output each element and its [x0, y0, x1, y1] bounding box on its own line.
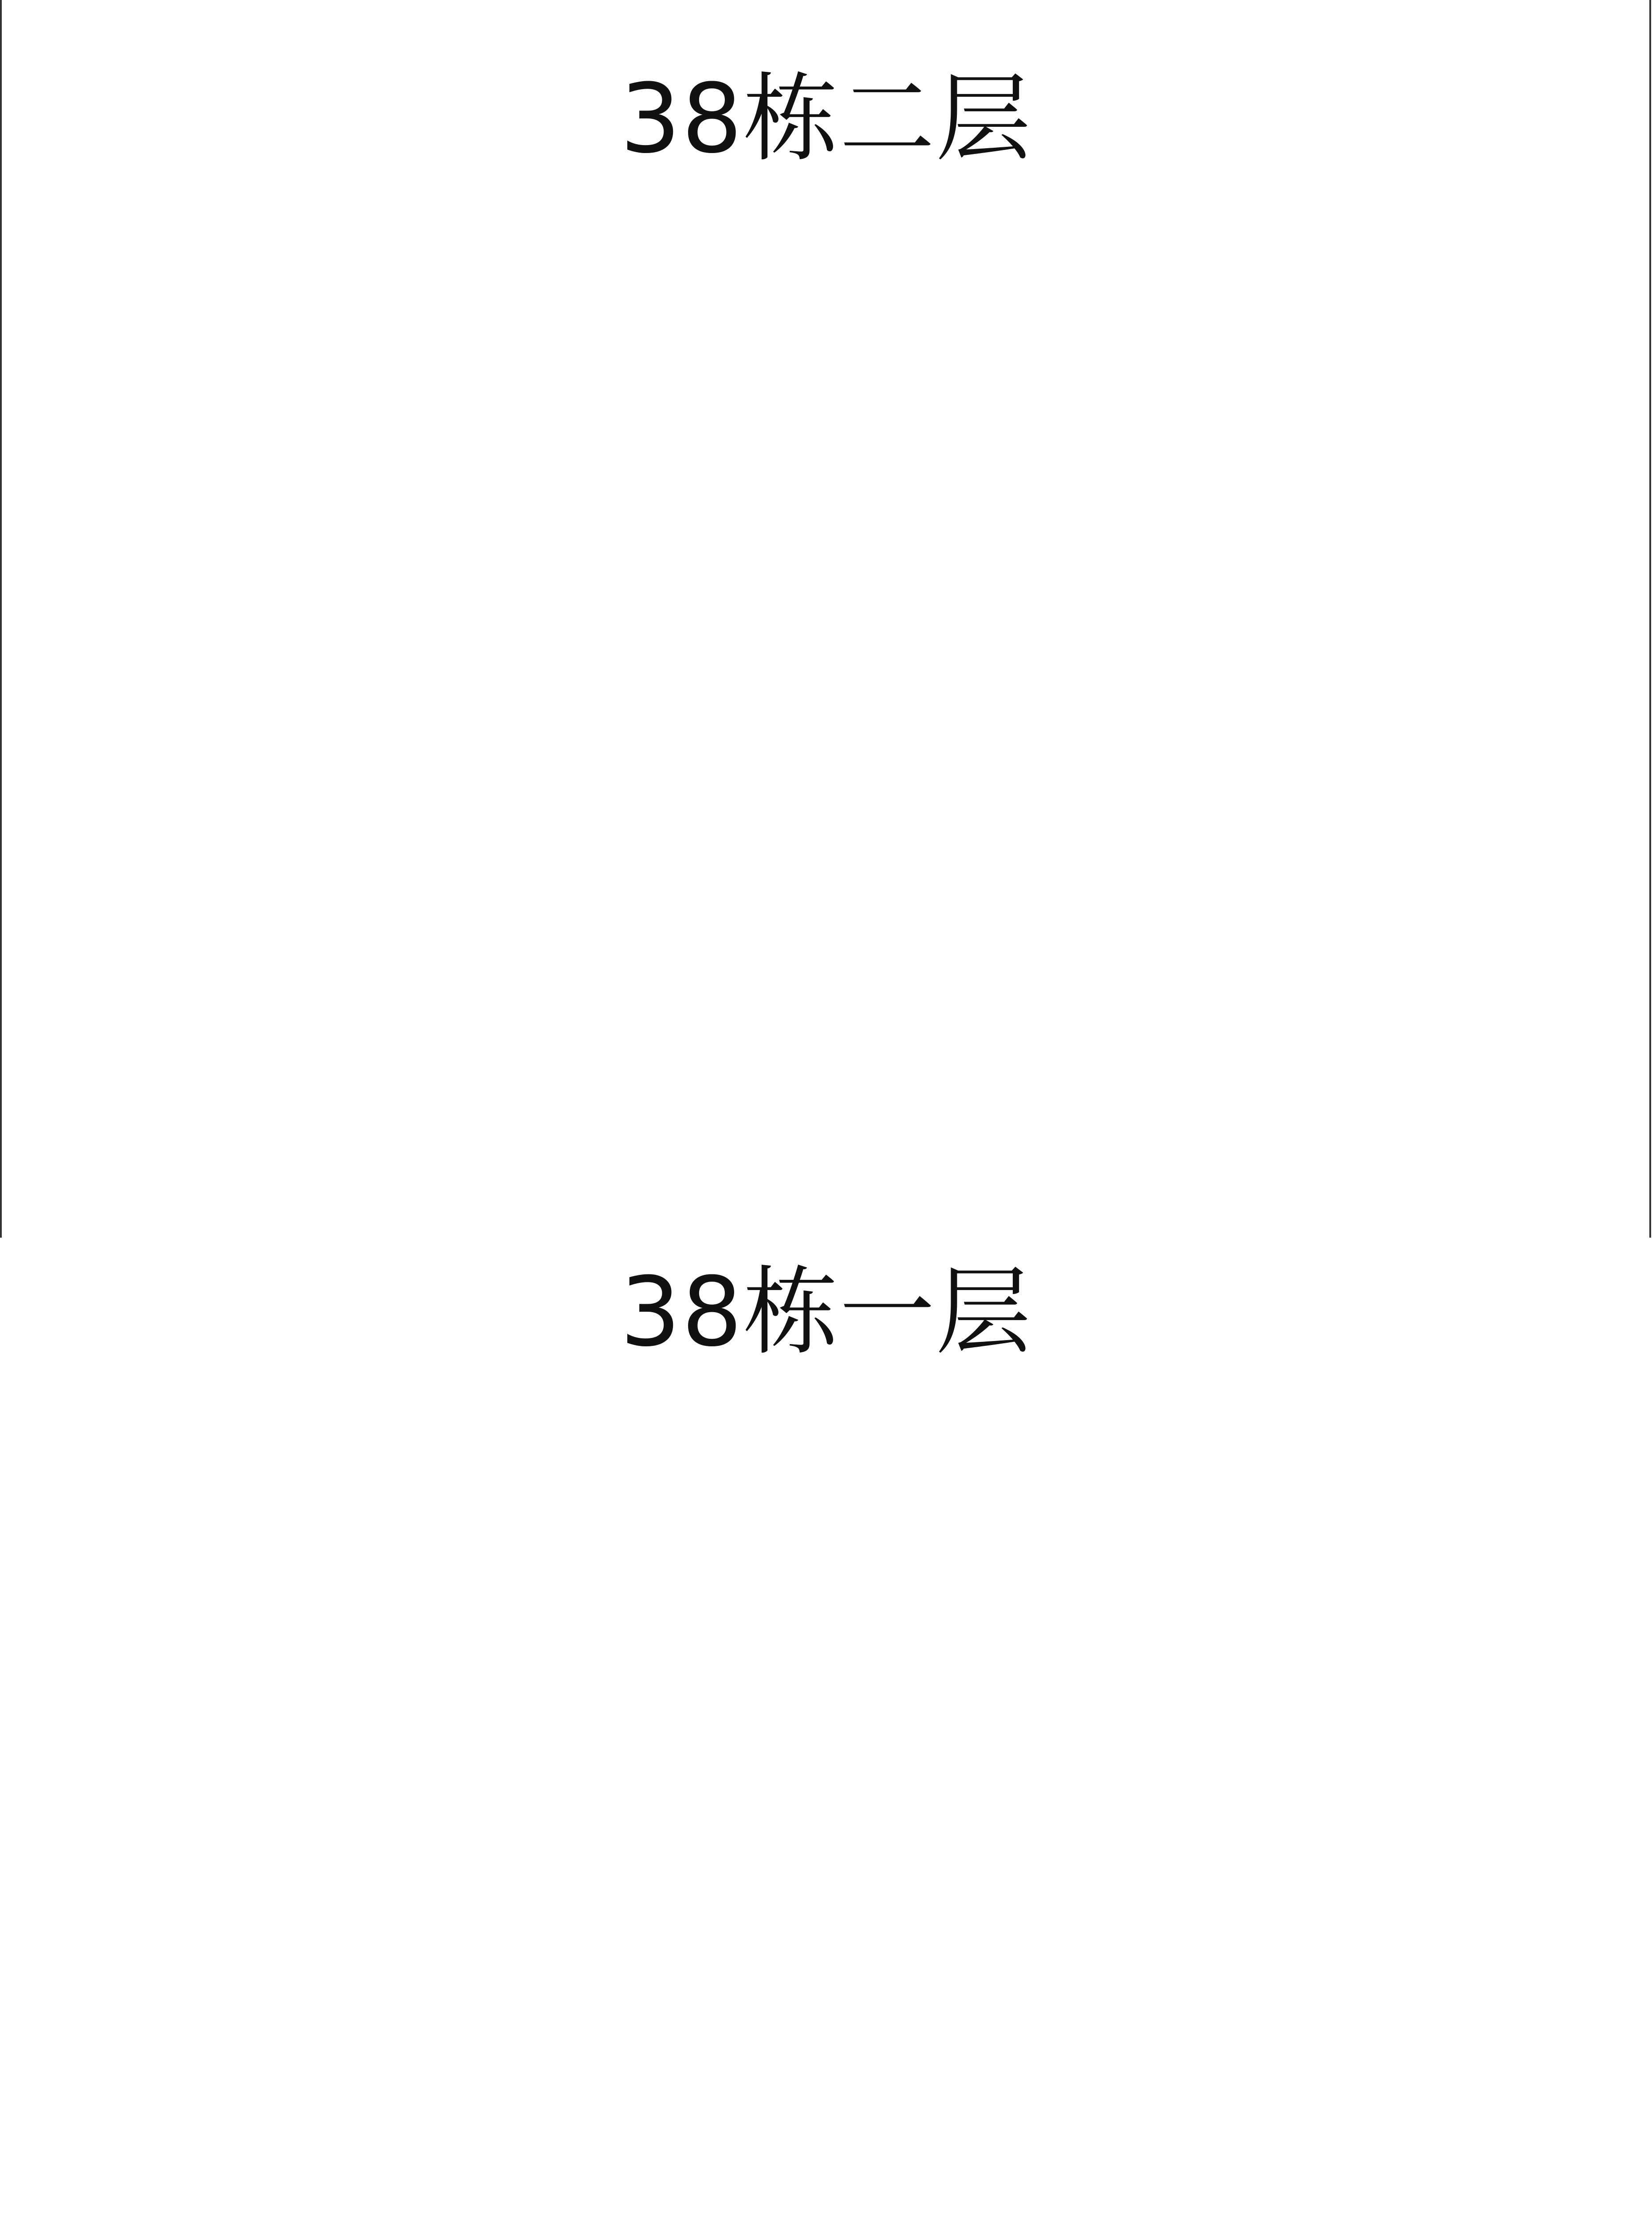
floor1-title: 38栋一层 — [620, 1256, 1032, 1368]
floor2-title: 38栋二层 — [620, 63, 1032, 174]
